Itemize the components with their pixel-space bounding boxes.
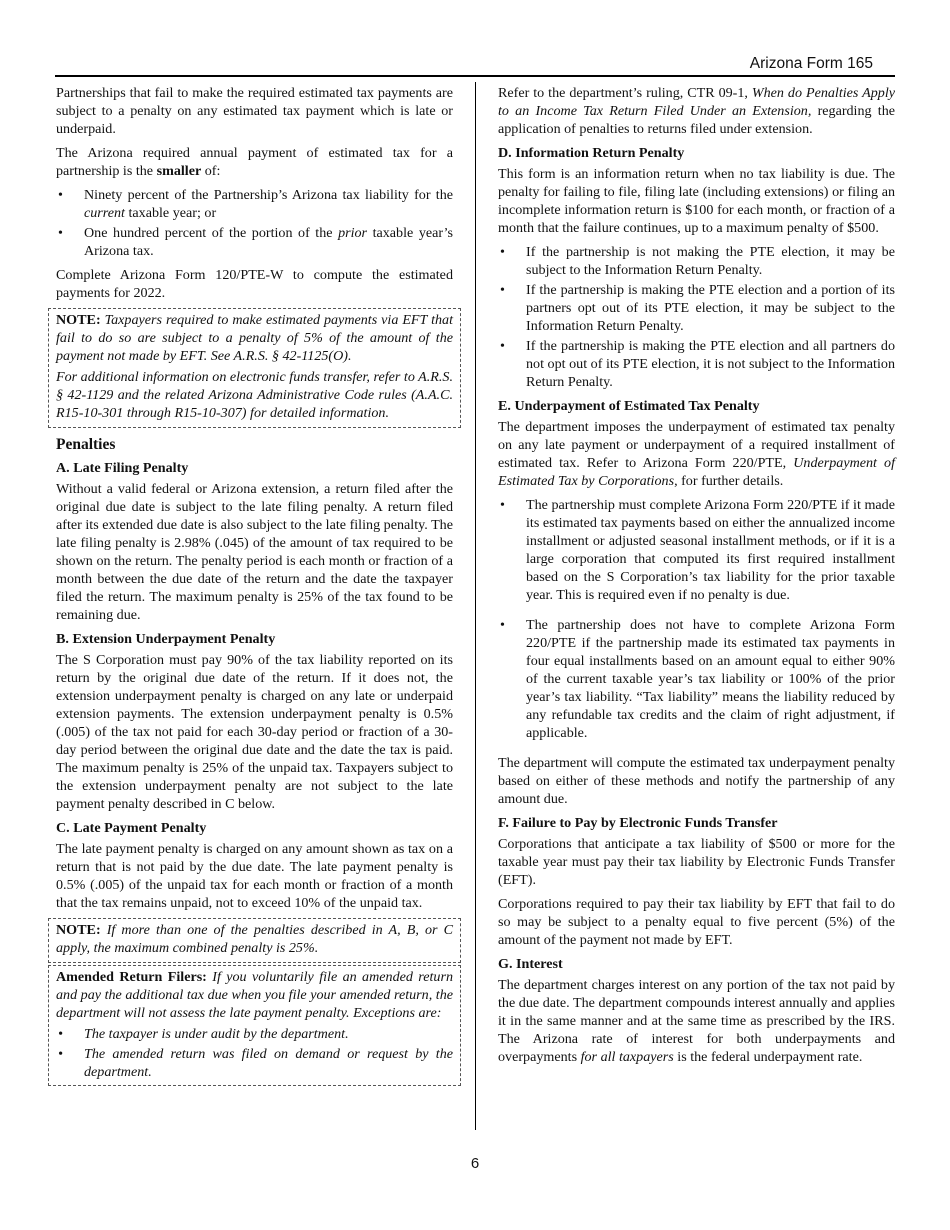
right-column — [498, 84, 895, 1072]
form-220-list — [498, 496, 895, 742]
extension-underpayment-text: The S Corporation must pay 90% of the tax liability reported on its return by the original due date of the return. If it does not, the extension underpayment penalty is charged on any late or underpaid extension payments. The extension underpayment penalty is 0.5% (.005) of the tax not paid for each 30-day period or fraction of a 30-day period between the original due date and the date the tax is paid. The maximum penalty is 25% of the unpaid tax. Taxpayers subject to the extension underpayment penalty are not subject to the late payment penalty described in C below. — [56, 652, 453, 812]
amended-return-box: Amended Return Filers: If you voluntarily file an amended return and pay the additional tax due when you file your amended return, the department will not assess the late payment penalty. Exceptions are: • The taxpayer is under audit by the department. • The amended return was filed on demand or request by the department. — [48, 965, 461, 1086]
penalties-heading: Penalties — [56, 436, 116, 453]
page-number: 6 — [470, 1155, 480, 1172]
information-return-text: This form is an information return when no tax liability is due. The penalty for failing to file, filing late (including extensions) or filing an incomplete information return is $100 for each month, or fraction of a month that the failure continues, up to a maximum penalty of $500. — [498, 166, 895, 236]
list-item: • Ninety percent of the Partnership’s Arizona tax liability for the current taxable year; or — [56, 186, 453, 222]
list-item: • The taxpayer is under audit by the department. — [56, 1025, 453, 1043]
list-item: • If the partnership is not making the PTE election, it may be subject to the Information Return Penalty. — [498, 243, 895, 279]
exceptions-list — [56, 1025, 453, 1081]
information-return-list — [498, 243, 895, 391]
form-120-paragraph: Complete Arizona Form 120/PTE-W to compute the estimated payments for 2022. — [56, 267, 453, 301]
list-item: • The partnership must complete Arizona Form 220/PTE if it made its estimated tax payments based on either the annualized income installment or adjusted seasonal installment methods, or if it is a large corporation that computed its first required installment based on the S Corporation’s tax liability for the prior taxable year. This is required even if no penalty is due. — [498, 496, 895, 604]
estimated-tax-paragraph: Partnerships that fail to make the required estimated tax payments are subject to a penalty on any estimated tax payment which is late or underpaid. — [56, 85, 453, 137]
column-divider — [475, 82, 476, 1130]
list-item: • If the partnership is making the PTE election and a portion of its partners opt out of its PTE election, it may be subject to the Information Return Penalty. — [498, 281, 895, 335]
underpayment-estimated-text: The department imposes the underpayment of estimated tax penalty on any late payment or underpayment of a required installment of estimated tax. Refer to Arizona Form 220/PTE, Underpayment of Estimated Tax by Corporations, for further details. — [498, 419, 895, 489]
late-payment-text: The late payment penalty is charged on any amount shown as tax on a return that is not paid by the due date. The late payment penalty is 0.5% (.005) of the unpaid tax for each month or fraction of a month that the tax remains unpaid, not to exceed 10% of the unpaid tax. — [56, 841, 453, 911]
eft-requirement-paragraph: Corporations that anticipate a tax liability of $500 or more for the taxable year must pay their tax liability by Electronic Funds Transfer (EFT). — [498, 836, 895, 888]
eft-note-box: NOTE: Taxpayers required to make estimated payments via EFT that fail to do so are subject to a penalty of 5% of the amount of the payment not made by EFT. See A.R.S. § 42-1125(O). For additional information on electronic funds transfer, refer to A.R.S. § 42-1129 and the related Arizona Administrative Code rules (A.A.C. R15-10-301 through R15-10-307) for detailed information. — [48, 308, 461, 428]
late-payment-heading: C. Late Payment Penalty — [56, 820, 207, 836]
ctr-ruling-paragraph: Refer to the department’s ruling, CTR 09-1, When do Penalties Apply to an Income Tax Return Filed Under an Extension, regarding the application of penalties to returns filed under extension. — [498, 85, 895, 137]
underpayment-estimated-heading: E. Underpayment of Estimated Tax Penalty — [498, 398, 760, 414]
eft-failure-heading: F. Failure to Pay by Electronic Funds Transfer — [498, 815, 778, 831]
note-label: NOTE: — [56, 922, 101, 938]
list-item: • The amended return was filed on demand or request by the department. — [56, 1045, 453, 1081]
list-item: • If the partnership is making the PTE election and all partners do not opt out of its PTE election, it is not subject to the Information Return Penalty. — [498, 337, 895, 391]
interest-text: The department charges interest on any portion of the tax not paid by the due date. The department compounds interest annually and applies it in the same manner and at the same time as prescribed by the IRS. The Arizona rate of interest for both underpayments and overpayments for all taxpayers is the federal underpayment rate. — [498, 977, 895, 1065]
list-item: • One hundred percent of the portion of the prior taxable year’s Arizona tax. — [56, 224, 453, 260]
department-compute-paragraph: The department will compute the estimated tax underpayment penalty based on either of these methods and notify the partnership of any amount due. — [498, 755, 895, 807]
note-label: NOTE: — [56, 312, 101, 328]
form-title: Arizona Form 165 — [749, 55, 873, 72]
left-column — [56, 84, 453, 1088]
amended-return-label: Amended Return Filers: — [56, 969, 207, 985]
required-payment-paragraph: The Arizona required annual payment of estimated tax for a partnership is the smaller of: — [56, 145, 453, 179]
eft-penalty-paragraph: Corporations required to pay their tax liability by EFT that fail to do so may be subject to a penalty equal to five percent (5%) of the amount of the payment not made by EFT. — [498, 896, 895, 948]
combined-penalty-note-box: NOTE: If more than one of the penalties described in A, B, or C apply, the maximum combined penalty is 25%. — [48, 918, 461, 963]
eft-info-paragraph: For additional information on electronic funds transfer, refer to A.R.S. § 42-1129 and the related Arizona Administrative Code rules (A.A.C. R15-10-301 through R15-10-307) for detailed information. — [56, 369, 453, 421]
required-payment-list — [56, 186, 453, 260]
interest-heading: G. Interest — [498, 956, 563, 972]
information-return-heading: D. Information Return Penalty — [498, 145, 685, 161]
list-item: • The partnership does not have to complete Arizona Form 220/PTE if the partnership made its estimated tax payments in four equal installments based on an amount equal to either 90% of the current taxable year’s tax liability or 100% of the prior year’s tax liability. “Tax liability” means the liability reduced by any refundable tax credits and the claim of right adjustment, if applicable. — [498, 616, 895, 742]
header-rule — [55, 75, 895, 77]
late-filing-text: Without a valid federal or Arizona extension, a return filed after the original due date is subject to the late filing penalty. A return filed after its extended due date is also subject to the late filing penalty. The late filing penalty is 2.98% (.045) of the amount of tax required to be shown on the return. The penalty period is each month or fraction of a month between the due date of the return and the date the taxpayer filed the return. The maximum penalty is 25% of the tax found to be remaining due. — [56, 481, 453, 623]
extension-underpayment-heading: B. Extension Underpayment Penalty — [56, 631, 276, 647]
late-filing-heading: A. Late Filing Penalty — [56, 460, 189, 476]
